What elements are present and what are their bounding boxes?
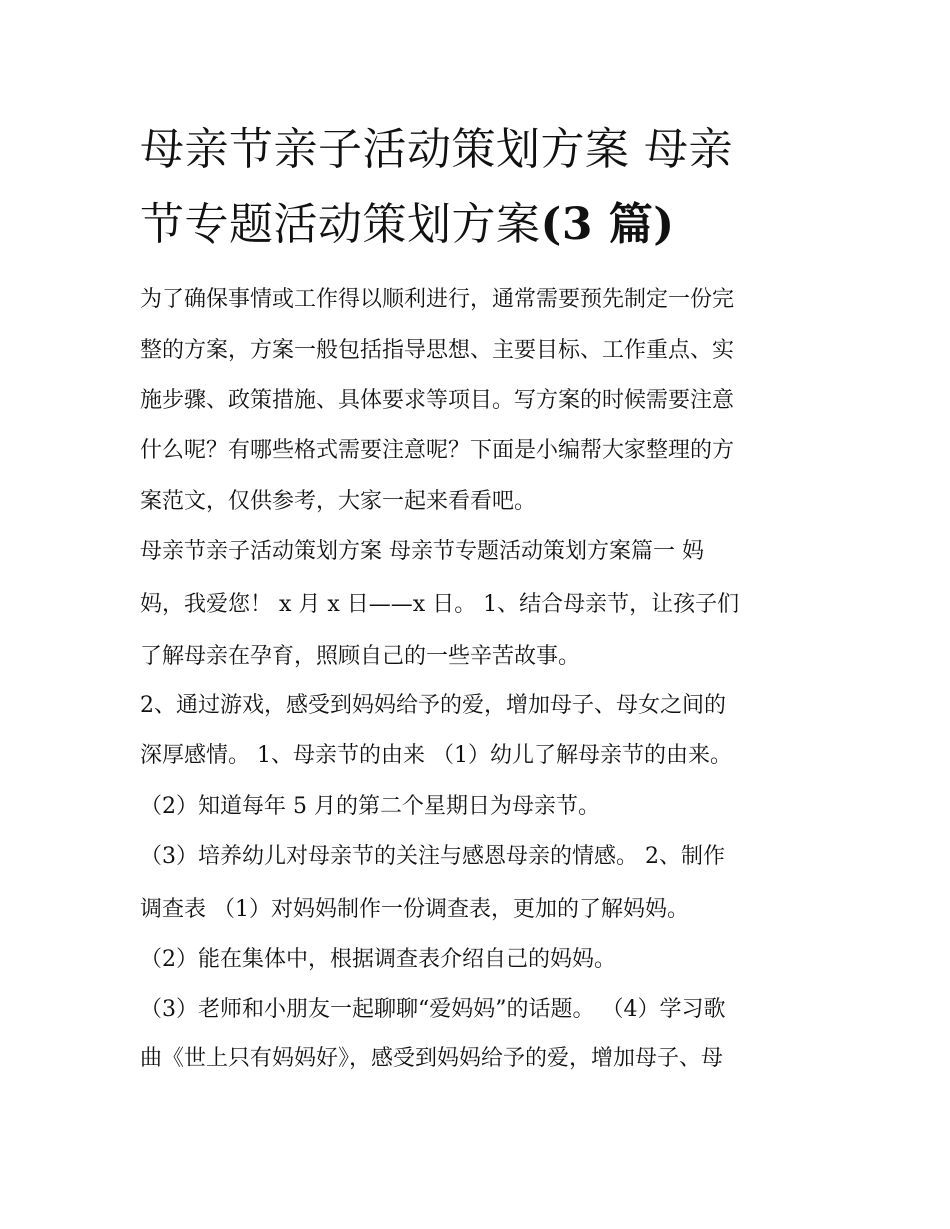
body-line: 整的方案，方案一般包括指导思想、主要目标、工作重点、实 <box>140 338 735 363</box>
body-line: 了解母亲在孕育，照顾自己的一些辛苦故事。 <box>140 644 581 669</box>
title-text-1: 母亲节亲子活动策划方案 母亲 <box>140 124 733 175</box>
body-line: 案范文，仅供参考，大家一起来看看吧。 <box>140 489 537 514</box>
body-line: 调查表 （1）对妈妈制作一份调查表，更加的了解妈妈。 <box>140 897 689 922</box>
body-line: （3）培养幼儿对母亲节的关注与感恩母亲的情感。 2、制作 <box>140 844 725 869</box>
body-line: 2、通过游戏，感受到妈妈给予的爱，增加母子、母女之间的 <box>140 693 726 718</box>
body-line: （2）能在集体中，根据调查表介绍自己的妈妈。 <box>140 947 616 972</box>
body-line: 什么呢？有哪些格式需要注意呢？下面是小编帮大家整理的方 <box>140 438 735 463</box>
body-line: 施步骤、政策措施、具体要求等项目。写方案的时候需要注意 <box>140 388 735 413</box>
body-line: 妈，我爱您！ x 月 x 日——x 日。 1、结合母亲节，让孩子们 <box>140 592 740 617</box>
body-line: （3）老师和小朋友一起聊聊“爱妈妈”的话题。 （4）学习歌 <box>140 997 726 1022</box>
title-text-2: 节专题活动策划方案 <box>140 199 541 250</box>
body-line: 曲《世上只有妈妈好》，感受到妈妈给予的爱，增加母子、母 <box>140 1046 724 1071</box>
title-text-2-bold: (3 篇) <box>540 199 675 250</box>
document-title-line-2 <box>140 199 820 250</box>
body-line: 母亲节亲子活动策划方案 母亲节专题活动策划方案篇一 妈 <box>140 539 704 564</box>
body-line: 为了确保事情或工作得以顺利进行，通常需要预先制定一份完 <box>140 287 735 312</box>
document-title-line-1 <box>140 124 820 175</box>
body-line: 深厚感情。 1、母亲节的由来 （1）幼儿了解母亲节的由来。 <box>140 743 732 768</box>
body-line: （2）知道每年 5 月的第二个星期日为母亲节。 <box>140 794 600 819</box>
